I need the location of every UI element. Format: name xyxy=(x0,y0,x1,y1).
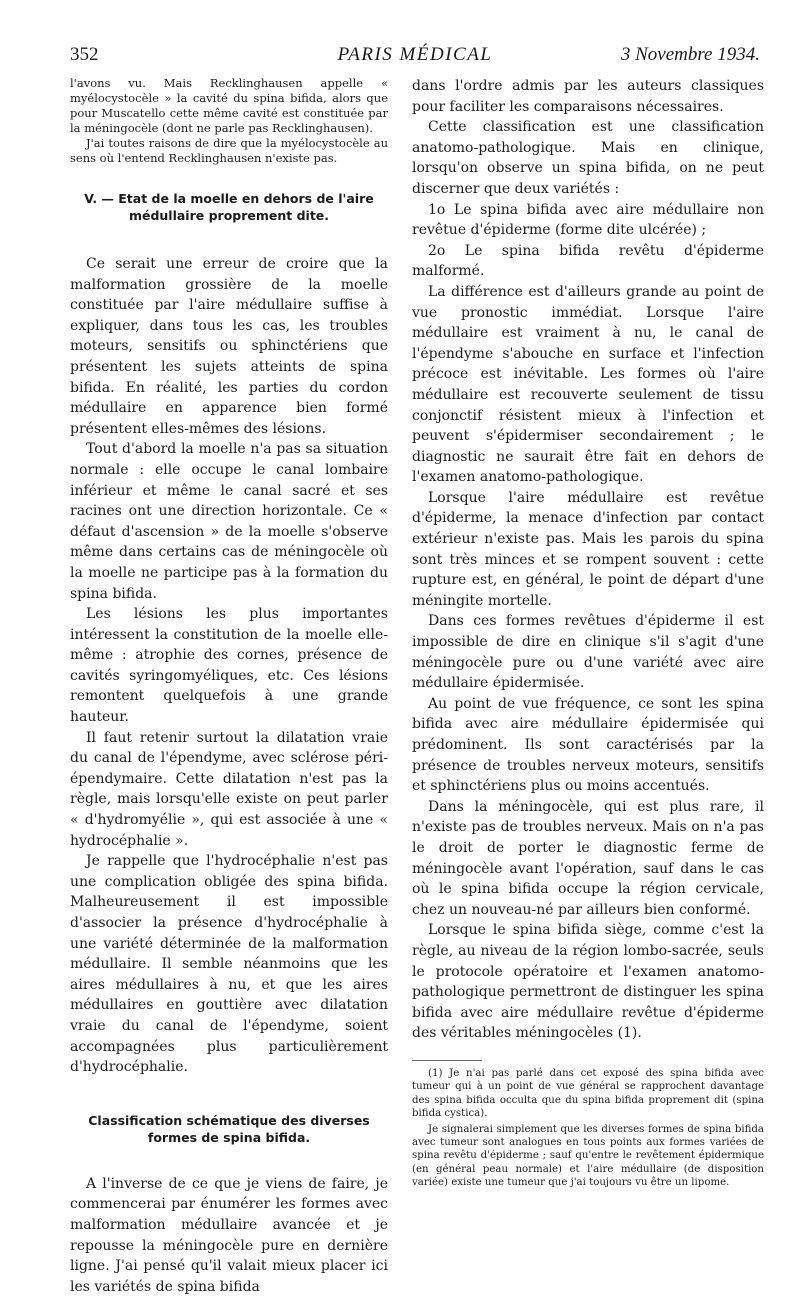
body-paragraph: Tout d'abord la moelle n'a pas sa situation normale : elle occupe le canal lombaire inférieur et même le canal sacré et ses racines ont une direction horizontale. Ce « défaut d'ascension » de la moelle s'observe même dans certains cas de méningocèle où la moelle ne participe pas à la formation du spina bifida. xyxy=(70,441,388,602)
footnote: Je signalerai simplement que les diverses formes de spina bifida avec tumeur sont analogues en tous points aux formes variées de spina revêtu d'épiderme ; sauf qu'entre le revêtement épidermique (en général peau normale) et l'aire médullaire (de disposition variée) existe une tumeur que j'ai toujours vu être un lipome. xyxy=(412,1123,764,1189)
section-heading-classification: Classification schématique des diverses formes de spina bifida. xyxy=(88,1112,370,1145)
footnote: (1) Je n'ai pas parlé dans cet exposé des spina bifida avec tumeur qui à un point de vue général se rapprochent davantage des spina bifida occulta que du spina bifida proprement dit (spina bifida cystica). xyxy=(412,1067,764,1120)
body-paragraph: Cette classification est une classification anatomo-pathologique. Mais en clinique, lorsqu'on observe un spina bifida, on ne peut discerner que deux variétés : xyxy=(412,119,764,197)
left-column xyxy=(70,76,388,1297)
body-paragraph: La différence est d'ailleurs grande au point de vue pronostic immédiat. Lorsque l'aire médullaire est vraiment à nu, le canal de l'épendyme s'abouche en surface et l'infection précoce est inévitable. Les formes où l'aire médullaire est recouverte seulement de tissu conjonctif résistent mieux à l'infection et peuvent s'épidermiser secondairement ; le diagnostic ne saurait être fait en dehors de l'examen anatomo-pathologique. xyxy=(412,283,764,486)
body-paragraph: Lorsque le spina bifida siège, comme c'est la règle, au niveau de la région lombo-sacrée, seuls le protocole opératoire et l'examen anatomo-pathologique permettront de distinguer les spina bifida avec aire médullaire revêtue d'épiderme des véritables méningocèles (1). xyxy=(412,922,764,1042)
body-paragraph: Ce serait une erreur de croire que la malformation grossière de la moelle constituée par l'aire médullaire suffise à expliquer, dans tous les cas, les troubles moteurs, sensitifs ou sphinctériens que présentent les sujets atteints de spina bifida. En réalité, les parties du cordon médullaire en apparence bien formé présentent elles-mêmes des lésions. xyxy=(70,256,388,437)
body-paragraph: Lorsque l'aire médullaire est revêtue d'épiderme, la menace d'infection par contact extérieur n'existe pas. Mais les parois du spina sont très minces et se rompent souvent : cette rupture est, en général, le point de départ d'une méningite mortelle. xyxy=(412,489,764,609)
body-paragraph: dans l'ordre admis par les auteurs classiques pour faciliter les comparaisons nécessaires. xyxy=(412,78,764,115)
body-paragraph: Dans ces formes revêtues d'épiderme il est impossible de dire en clinique s'il s'agit d'une méningocèle pure ou d'une variété avec aire médullaire épidermisée. xyxy=(412,613,764,692)
body-paragraph: Dans la méningocèle, qui est plus rare, il n'existe pas de troubles nerveux. Mais on n'a pas le droit de porter le diagnostic ferme de méningocèle avant l'opération, sauf dans le cas où le spina bifida occupe la région cervicale, chez un nouveau-né par ailleurs bien conformé. xyxy=(412,798,764,918)
journal-title: PARIS MÉDICAL xyxy=(337,44,493,65)
intro-paragraph: l'avons vu. Mais Recklinghausen appelle « myélocystocèle » la cavité du spina bifida, alors que pour Muscatello cette même cavité est constituée par la méningocèle (dont ne parle pas Recklinghausen). xyxy=(70,76,388,135)
body-paragraph: Il faut retenir surtout la dilatation vraie du canal de l'épendyme, avec sclérose péri-épendymaire. Cette dilatation n'est pas la règle, mais lorsqu'elle existe on peut parler « d'hydromyélie », qui est associée à une « hydrocéphalie ». xyxy=(70,729,388,849)
footnote-divider xyxy=(412,1060,482,1061)
footnotes xyxy=(412,1060,764,1190)
running-header xyxy=(70,44,760,70)
section-heading-v: V. — Etat de la moelle en dehors de l'aire médullaire proprement dite. xyxy=(84,191,374,223)
list-item: 1o Le spina bifida avec aire médullaire non revêtue d'épiderme (forme dite ulcérée) ; xyxy=(412,201,764,239)
body-paragraph: Au point de vue fréquence, ce sont les spina bifida avec aire médullaire épidermisée qui prédominent. Ils sont caractérisés par la présence de troubles nerveux moteurs, sensitifs et sphinctériens plus ou moins accentués. xyxy=(412,695,764,795)
page-number: 352 xyxy=(70,44,99,65)
list-item: 2o Le spina bifida revêtu d'épiderme malformé. xyxy=(412,242,764,280)
intro-paragraph: J'ai toutes raisons de dire que la myélocystocèle au sens où l'entend Recklinghausen n'existe pas. xyxy=(70,136,388,165)
body-paragraph: A l'inverse de ce que je viens de faire, je commencerai par énumérer les formes avec malformation médullaire avancée et je repousse la méningocèle pure en dernière ligne. J'ai pensé qu'il valait mieux placer ici les variétés de spina bifida xyxy=(70,1175,388,1295)
issue-date: 3 Novembre 1934. xyxy=(620,44,760,65)
right-column xyxy=(412,76,764,1190)
body-paragraph: Je rappelle que l'hydrocéphalie n'est pas une complication obligée des spina bifida. Malheureusement il est impossible d'associer la présence d'hydrocéphalie à une variété déterminée de la malformation médullaire. Il semble néanmoins que les aires médullaires à nu, et que les aires médullaires en gouttière avec dilatation vraie du canal de l'épendyme, soient accompagnées plus particulièrement d'hydrocéphalie. xyxy=(70,853,388,1076)
body-paragraph: Les lésions les plus importantes intéressent la constitution de la moelle elle-même : atrophie des cornes, présence de cavités syringomyéliques, etc. Ces lésions remontent quelquefois à une grande hauteur. xyxy=(70,606,388,726)
